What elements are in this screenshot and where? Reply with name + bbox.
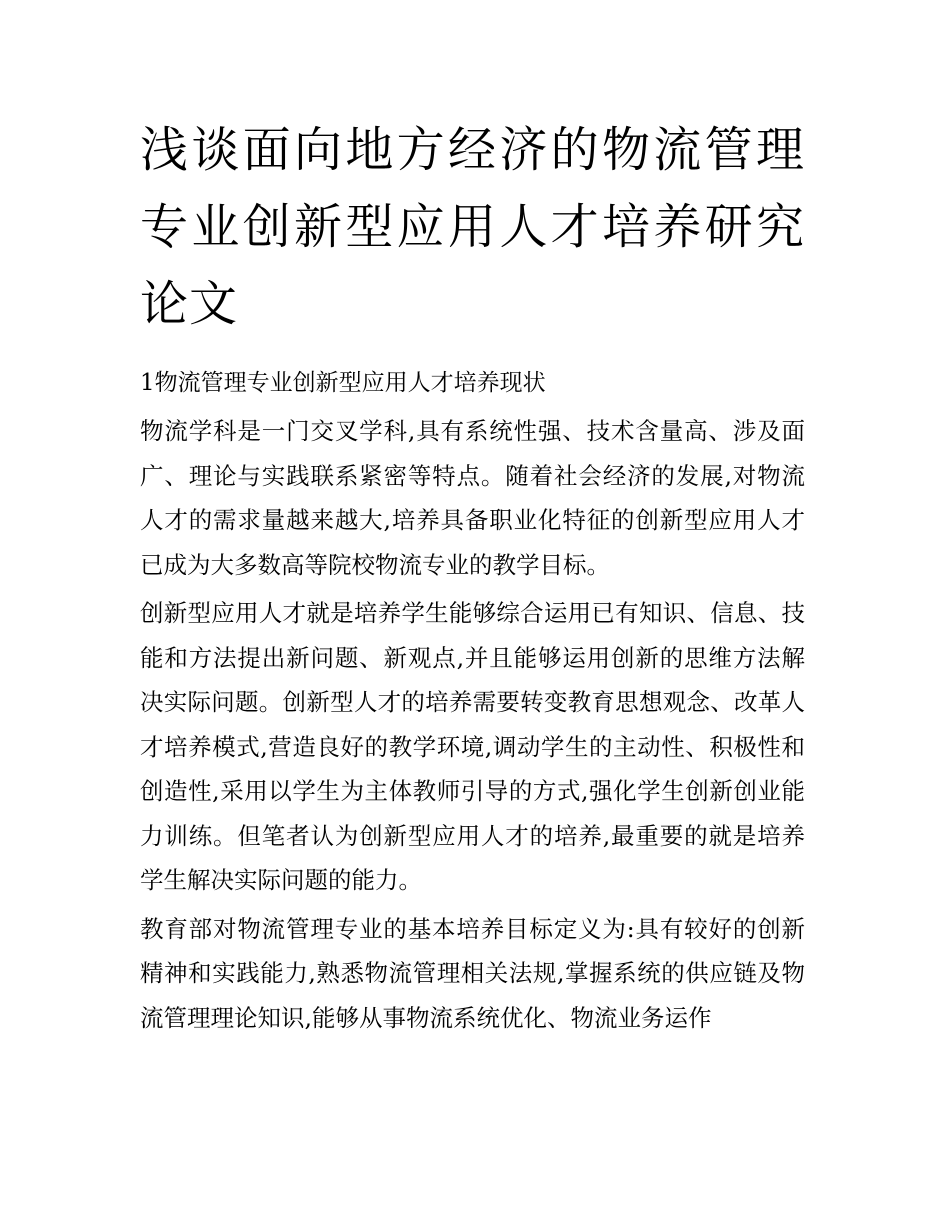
paragraph-3: 教育部对物流管理专业的基本培养目标定义为:具有较好的创新精神和实践能力,熟悉物流管理相关法规,掌握系统的供应链及物流管理理论知识,能够从事物流系统优化、物流业务运作 — [140, 914, 805, 1032]
paragraph-2: 创新型应用人才就是培养学生能够综合运用已有知识、信息、技能和方法提出新问题、新观点,并且能够运用创新的思维方法解决实际问题。创新型人才的培养需要转变教育思想观念、改革人才培养模式,营造良好的教学环境,调动学生的主动性、积极性和创造性,采用以学生为主体教师引导的方式,强化学生创新创业能力训练。但笔者认为创新型应用人才的培养,最重要的就是培养学生解决实际问题的能力。 — [140, 599, 805, 894]
section-heading: 1物流管理专业创新型应用人才培养现状 — [140, 370, 546, 396]
document-title: 浅谈面向地方经济的物流管理专业创新型应用人才培养研究论文 — [140, 122, 805, 332]
paragraph-1: 物流学科是一门交叉学科,具有系统性强、技术含量高、涉及面广、理论与实践联系紧密等特点。随着社会经济的发展,对物流人才的需求量越来越大,培养具备职业化特征的创新型应用人才已成为大多数高等院校物流专业的教学目标。 — [140, 417, 805, 579]
document-body — [140, 112, 805, 1044]
